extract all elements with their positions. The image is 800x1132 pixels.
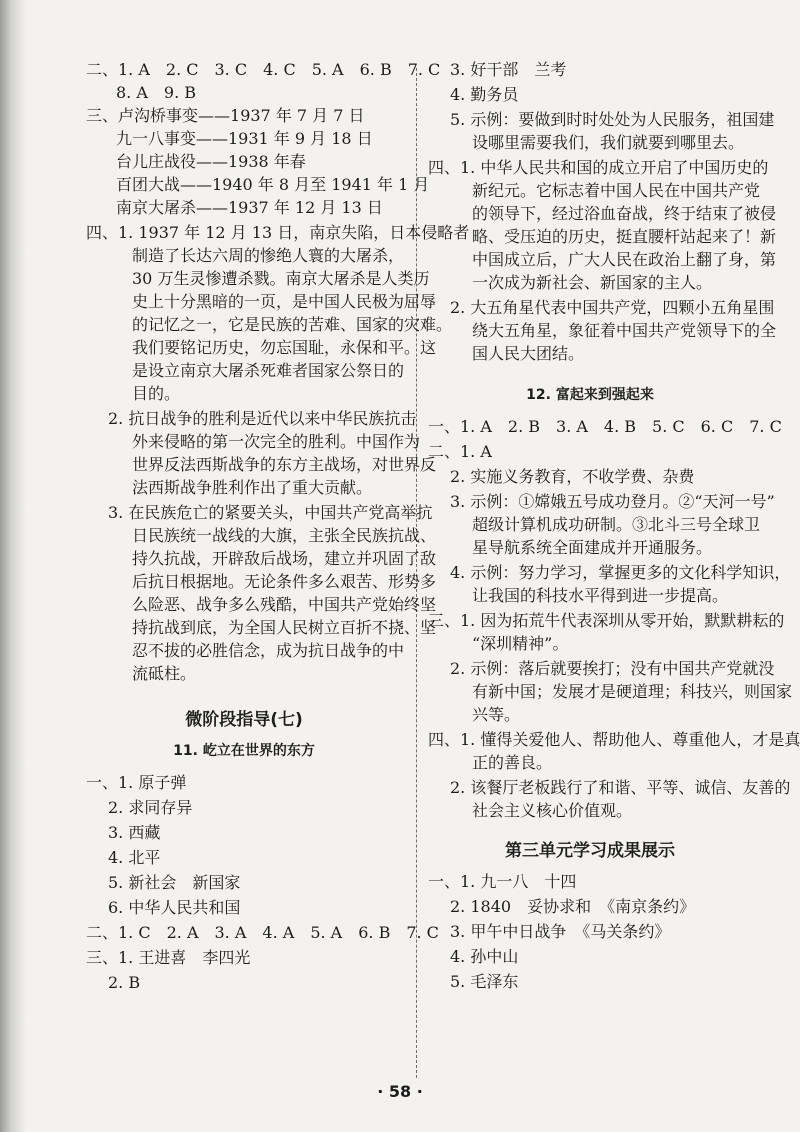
- answer-line: 2. 示例：落后就要挨打；没有中国共产党就没: [450, 659, 775, 678]
- answer-line: 四、1. 1937 年 12 月 13 日，南京失陷，日本侵略者: [86, 223, 470, 242]
- answer-line: 外来侵略的第一次完全的胜利。中国作为: [132, 432, 421, 451]
- answer-line: 法西斯战争胜利作出了重大贡献。: [132, 478, 373, 497]
- answer-line: 持久抗战，开辟敌后战场，建立并巩固了敌: [132, 549, 437, 568]
- answer-line: 的记忆之一，它是民族的苦难、国家的灾难。: [132, 315, 453, 334]
- lesson-title: 12. 富起来到强起来: [526, 387, 654, 403]
- answer-line: 二、1. A: [428, 442, 492, 461]
- answer-line: 5. 新社会 新国家: [108, 873, 241, 892]
- left-column: [86, 58, 470, 994]
- answer-line: “深圳精神”。: [472, 634, 569, 653]
- answer-line: 世界反法西斯战争的东方主战场，对世界反: [132, 455, 437, 474]
- answer-line: 史上十分黑暗的一页，是中国人民极为屈辱: [132, 292, 437, 311]
- answer-line: 有新中国；发展才是硬道理；科技兴，则国家: [472, 682, 793, 701]
- answer-line: 8. A 9. B: [116, 83, 197, 102]
- unit-title: 第三单元学习成果展示: [505, 841, 675, 861]
- answer-line: 么险恶、战争多么残酷，中国共产党始终坚: [132, 595, 437, 614]
- answer-line: 3. 西藏: [108, 823, 161, 842]
- answer-line: 3. 甲午中日战争 《马关条约》: [450, 922, 671, 941]
- answer-line: 3. 好干部 兰考: [450, 60, 567, 79]
- answer-line: 忍不拔的必胜信念，成为抗日战争的中: [132, 641, 405, 660]
- answer-line: 星导航系统全面建成并开通服务。: [472, 538, 713, 557]
- answer-line: 4. 孙中山: [450, 947, 519, 966]
- section-title: 微阶段指导(七): [185, 710, 303, 730]
- answer-line: 社会主义核心价值观。: [472, 801, 633, 820]
- answer-line: 日民族统一战线的大旗，主张全民族抗战、: [132, 526, 437, 545]
- answer-line: 国人民大团结。: [472, 344, 585, 363]
- answer-line: 兴等。: [472, 705, 521, 724]
- answer-line: 2. 1840 妥协求和 《南京条约》: [450, 897, 696, 916]
- answer-line: 3. 在民族危亡的紧要关头，中国共产党高举抗: [108, 503, 433, 522]
- answer-line: 二、1. A 2. C 3. C 4. C 5. A 6. B 7. C: [86, 60, 441, 79]
- answer-line: 一、1. 九一八 十四: [428, 872, 577, 891]
- event-item: 百团大战——1940 年 8 月至 1941 年 1 月: [116, 175, 430, 194]
- event-item: 台儿庄战役——1938 年春: [116, 152, 306, 171]
- answer-line: 目的。: [132, 384, 181, 403]
- answer-line: 6. 中华人民共和国: [108, 898, 241, 917]
- answer-line: 一次成为新社会、新国家的主人。: [472, 273, 713, 292]
- answer-line: 四、1. 中华人民共和国的成立开启了中国历史的: [428, 158, 769, 177]
- answer-line: 4. 示例：努力学习，掌握更多的文化科学知识，: [450, 563, 791, 582]
- answer-line: [86, 104, 402, 127]
- answer-line: 四、1. 懂得关爱他人、帮助他人、尊重他人，才是真: [428, 730, 800, 749]
- answer-line: 是设立南京大屠杀死难者国家公祭日的: [132, 361, 405, 380]
- event-item: 卢沟桥事变——1937 年 7 月 7 日: [118, 106, 365, 125]
- answer-line: 4. 北平: [108, 848, 161, 867]
- answer-line: 我们要铭记历史，勿忘国耻，永保和平。这: [132, 338, 437, 357]
- answer-line: 新纪元。它标志着中国人民在中国共产党: [472, 181, 761, 200]
- answer-line: 的领导下，经过浴血奋战，终于结束了被侵: [472, 204, 777, 223]
- right-column: [428, 58, 800, 993]
- answer-line: 正的善良。: [472, 753, 553, 772]
- answer-line: 3. 示例：①嫦娥五号成功登月。②“天河一号”: [450, 492, 775, 511]
- answer-line: 制造了长达六周的惨绝人寰的大屠杀，: [132, 246, 405, 265]
- answer-line: 一、1. 原子弹: [86, 773, 187, 792]
- answer-line: 三、1. 王进喜 李四光: [86, 948, 251, 967]
- answer-line: 后抗日根据地。无论条件多么艰苦、形势多: [132, 572, 437, 591]
- answer-line: 略、受压迫的历史，挺直腰杆站起来了！新: [472, 227, 777, 246]
- page-number: · 58 ·: [377, 1082, 423, 1101]
- answer-line: 2. 求同存异: [108, 798, 193, 817]
- answer-line: 三、1. 因为拓荒牛代表深圳从零开始，默默耕耘的: [428, 611, 785, 630]
- event-item: 南京大屠杀——1937 年 12 月 13 日: [116, 198, 383, 217]
- answer-line: 一、1. A 2. B 3. A 4. B 5. C 6. C 7. C: [428, 417, 782, 436]
- answer-line: 中国成立后，广大人民在政治上翻了身，第: [472, 250, 777, 269]
- event-item: 九一八事变——1931 年 9 月 18 日: [116, 129, 373, 148]
- answer-line: 超级计算机成功研制。③北斗三号全球卫: [472, 515, 761, 534]
- answer-line: 5. 示例：要做到时时处处为人民服务，祖国建: [450, 110, 775, 129]
- answer-line: 绕大五角星，象征着中国共产党领导下的全: [472, 321, 777, 340]
- page-edge-shadow: [0, 0, 26, 1132]
- answer-line: 设哪里需要我们，我们就要到哪里去。: [472, 133, 745, 152]
- answer-line: 2. 该餐厅老板践行了和谐、平等、诚信、友善的: [450, 778, 791, 797]
- answer-line: 2. 大五角星代表中国共产党，四颗小五角星围: [450, 298, 775, 317]
- answer-line: 4. 勤务员: [450, 85, 519, 104]
- answer-line: 2. B: [108, 973, 141, 992]
- lesson-title: 11. 屹立在世界的东方: [173, 743, 315, 759]
- answer-line: 5. 毛泽东: [450, 972, 519, 991]
- answer-line: 持抗战到底，为全国人民树立百折不挠、坚: [132, 618, 437, 637]
- answer-line: 2. 实施义务教育，不收学费、杂费: [450, 467, 695, 486]
- answer-line: 让我国的科技水平得到进一步提高。: [472, 586, 729, 605]
- answer-line: 二、1. C 2. A 3. A 4. A 5. A 6. B 7. C: [86, 923, 439, 942]
- answer-line: 流砥柱。: [132, 664, 197, 683]
- section-prefix: 三、: [86, 106, 119, 125]
- answer-line: 30 万生灵惨遭杀戮。南京大屠杀是人类历: [132, 269, 430, 288]
- answer-line: 2. 抗日战争的胜利是近代以来中华民族抗击: [108, 409, 417, 428]
